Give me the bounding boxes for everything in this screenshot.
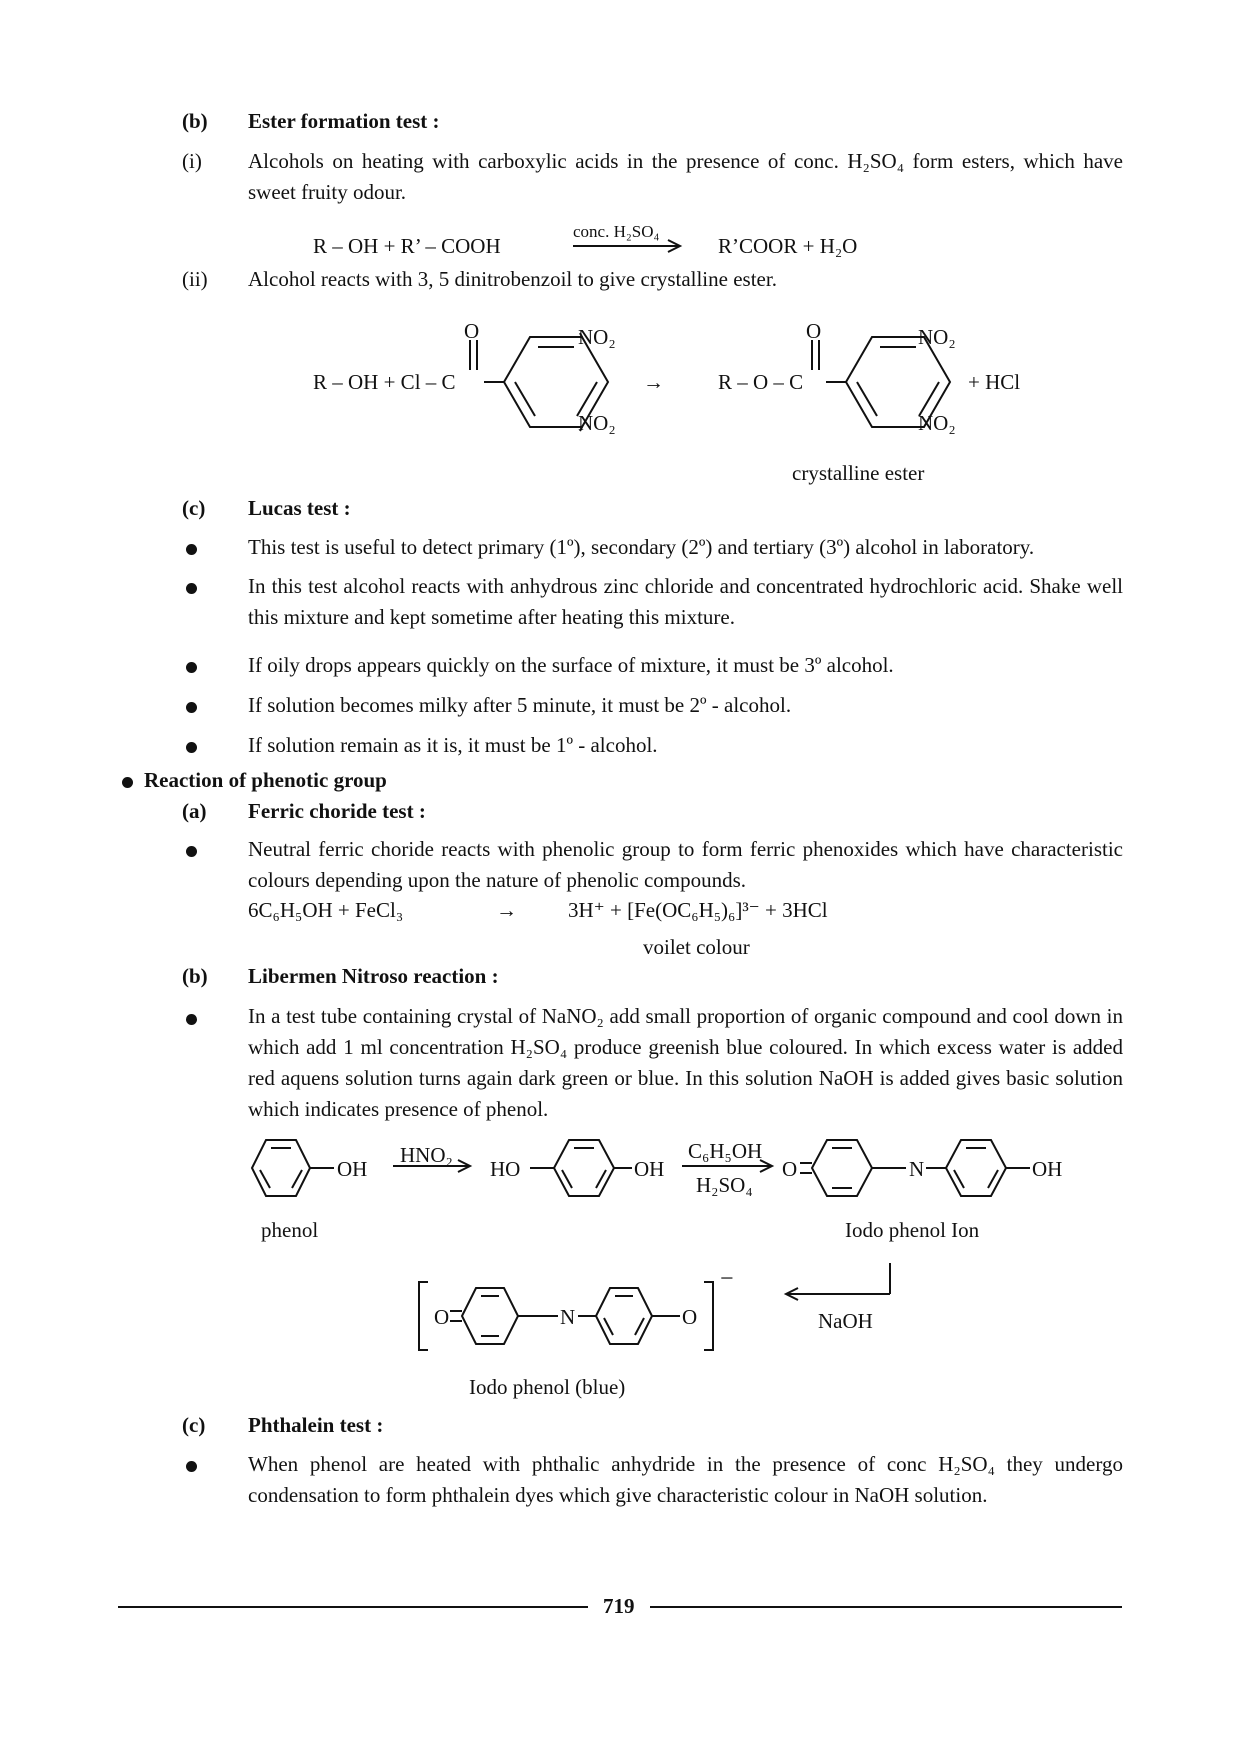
- nitro-group-label: NO₂: [578, 411, 616, 435]
- equation-left: R – OH + R’ – COOH: [313, 234, 501, 258]
- hydroxyl-label: OH: [1032, 1157, 1063, 1181]
- oxygen-label: O: [682, 1305, 698, 1329]
- section-heading: Ester formation test :: [248, 109, 440, 133]
- section-label: (c): [182, 496, 206, 520]
- ring-double-bond: [635, 1318, 644, 1335]
- equation-left: 6C₆H₅OH + FeCl₃: [248, 898, 404, 922]
- section-label: (a): [182, 799, 207, 823]
- ring-double-bond: [604, 1318, 613, 1335]
- oxygen-label: O: [434, 1305, 450, 1329]
- reaction-arrow: →: [496, 898, 517, 922]
- list-item: This test is useful to detect primary (1º), secondary (2º) and tertiary (3º) alcohol in laboratory.: [248, 535, 1035, 559]
- structure-caption: Iodo phenol Ion: [845, 1218, 980, 1242]
- section-label: (c): [182, 1413, 206, 1437]
- list-item: When phenol are heated with phthalic anhydride in the presence of conc H₂SO₄ they undergo condensation to form phthalein dyes which give characteristic colour in NaOH solution.: [248, 1452, 1123, 1507]
- reagent-label: NaOH: [818, 1309, 873, 1333]
- product-caption: crystalline ester: [792, 461, 925, 485]
- section-heading: Libermen Nitroso reaction :: [248, 964, 499, 988]
- structure-caption: phenol: [261, 1218, 319, 1242]
- item-label: (ii): [182, 267, 208, 291]
- hydroxyl-label: HO: [490, 1157, 521, 1181]
- carbonyl-oxygen-label: O: [806, 319, 822, 343]
- list-item: In a test tube containing crystal of NaNO₂ add small proportion of organic compound and cool down in which add 1 ml concentration H₂SO₄ produce greenish blue coloured. In which excess water is added red aquens solution turns again dark green or blue. In this solution NaOH is added gives basic solution which indicates presence of phenol.: [248, 1004, 1123, 1121]
- charge-label: −: [720, 1266, 734, 1292]
- reagent-label: C₆H₅OH: [688, 1139, 763, 1163]
- oxygen-label: O: [782, 1157, 798, 1181]
- nitro-group-label: NO₂: [578, 325, 616, 349]
- product-label: R – O – C: [718, 370, 804, 394]
- carbonyl-oxygen-label: O: [464, 319, 480, 343]
- reagent-label: HNO₂: [400, 1143, 453, 1167]
- section-heading: Lucas test :: [248, 496, 351, 520]
- paragraph: Alcohol reacts with 3, 5 dinitrobenzoil to give crystalline ester.: [248, 267, 777, 291]
- nitro-group-label: NO₂: [918, 411, 956, 435]
- equation-right: R’COOR + H₂O: [718, 234, 858, 258]
- structure-caption: Iodo phenol (blue): [469, 1375, 626, 1399]
- benzene-ring: [504, 337, 608, 427]
- list-item: If oily drops appears quickly on the surface of mixture, it must be 3º alcohol.: [248, 653, 894, 677]
- reactant-label: R – OH + Cl – C: [313, 370, 456, 394]
- benzene-ring: [846, 337, 950, 427]
- section-label: (b): [182, 964, 208, 988]
- equation-right: 3H⁺ + [Fe(OC₆H₅)₆]³⁻ + 3HCl: [568, 898, 828, 922]
- list-item: If solution remain as it is, it must be 1º - alcohol.: [248, 733, 658, 757]
- nitrogen-label: N: [909, 1157, 925, 1181]
- main-heading: Reaction of phenotic group: [144, 768, 387, 792]
- paragraph: Alcohols on heating with carboxylic acids in the presence of conc. H₂SO₄ form esters, which have sweet fruity odour.: [248, 149, 1123, 204]
- reaction-arrow: →: [643, 370, 664, 394]
- arrow-condition: conc. H₂SO₄: [573, 222, 660, 241]
- list-item: If solution becomes milky after 5 minute, it must be 2º - alcohol.: [248, 693, 792, 717]
- hydroxyl-label: OH: [634, 1157, 665, 1181]
- page-number: 719: [603, 1594, 635, 1618]
- nitro-group-label: NO₂: [918, 325, 956, 349]
- list-item: Neutral ferric choride reacts with phenolic group to form ferric phenoxides which have characteristic colours depending upon the nature of phenolic compounds.: [248, 837, 1123, 892]
- reagent-label: H₂SO₄: [696, 1173, 753, 1197]
- bracket-right: [704, 1282, 713, 1350]
- ring-double-bond: [515, 382, 535, 416]
- equation-caption: voilet colour: [643, 935, 750, 959]
- ring-double-bond: [577, 382, 597, 416]
- ring-double-bond: [857, 382, 877, 416]
- section-heading: Ferric choride test :: [248, 799, 426, 823]
- item-label: (i): [182, 149, 202, 173]
- bracket-left: [419, 1282, 428, 1350]
- ring-double-bond: [919, 382, 939, 416]
- section-heading: Phthalein test :: [248, 1413, 384, 1437]
- byproduct-label: + HCl: [968, 370, 1021, 394]
- nitrogen-label: N: [560, 1305, 576, 1329]
- list-item: In this test alcohol reacts with anhydrous zinc chloride and concentrated hydrochloric acid. Shake well this mixture and kept sometime after heating this mixture.: [248, 574, 1123, 629]
- section-label: (b): [182, 109, 208, 133]
- hydroxyl-label: OH: [337, 1157, 368, 1181]
